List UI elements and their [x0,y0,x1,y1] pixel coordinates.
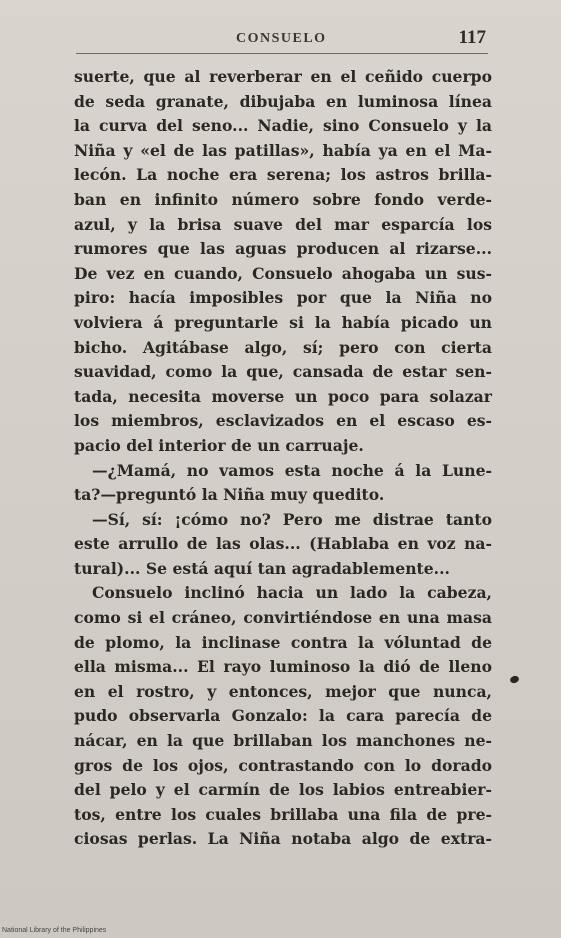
text-line: como si el cráneo, convirtiéndose en una masa [74,608,492,628]
ink-blot [509,675,520,685]
text-line: piro: hacía imposibles por que la Niña no [74,288,492,308]
text-line: tada, necesita moverse un poco para solazar [74,386,492,406]
body-text [74,65,492,852]
text-line: bicho. Agitábase algo, sí; pero con cierta [74,337,492,357]
text-line: de seda granate, dibujaba en luminosa línea [74,91,492,111]
header-rule [76,53,488,54]
text-line: suavidad, como la que, cansada de estar sen- [74,362,492,382]
library-watermark: National Library of the Philippines [2,927,107,934]
text-line: pacio del interior de un carruaje. [74,435,364,455]
text-line: —¿Mamá, no vamos esta noche á la Lune- [92,460,492,480]
page-number: 117 [458,27,486,48]
text-line: del pelo y el carmín de los labios entreabier- [74,780,492,800]
text-line: suerte, que al reverberar en el ceñido cuerpo [74,67,492,86]
text-line: —Sí, sí: ¡cómo no? Pero me distrae tanto [92,509,492,529]
running-title: CONSUELO [236,31,327,46]
text-line: volviera á preguntarle si la había picado un [74,312,492,332]
text-line: este arrullo de las olas... (Hablaba en voz na- [74,534,492,554]
text-line: ta?—preguntó la Niña muy quedito. [74,485,385,505]
text-line: tos, entre los cuales brillaba una fila de pre- [74,804,492,824]
text-line: de plomo, la inclinase contra la vóluntad de [74,632,492,652]
text-line: Consuelo inclinó hacia un lado la cabeza, [92,583,492,603]
text-line: gros de los ojos, contrastando con lo dorado [74,755,492,775]
text-line: los miembros, esclavizados en el escaso es- [74,411,492,431]
text-line: nácar, en la que brillaban los manchones ne- [74,731,492,751]
text-line: ella misma... El rayo luminoso la dió de lleno [74,657,492,677]
text-line: De vez en cuando, Consuelo ahogaba un sus- [74,263,492,283]
text-line: ban en infinito número sobre fondo verde- [74,189,492,209]
text-line: rumores que las aguas producen al rizarse... [74,239,492,259]
text-line: la curva del seno... Nadie, sino Consuelo y la [74,116,492,136]
text-line: Niña y «el de las patillas», había ya en el Ma- [74,140,492,160]
text-line: lecón. La noche era serena; los astros brilla- [74,165,492,185]
text-line: azul, y la brisa suave del mar esparcía los [74,214,492,234]
page-header [76,27,486,53]
text-line: pudo observarla Gonzalo: la cara parecía de [74,706,492,726]
text-line: en el rostro, y entonces, mejor que nunca, [74,681,492,701]
text-line: ciosas perlas. La Niña notaba algo de extra- [74,829,492,849]
text-line: tural)... Se está aquí tan agradablemente... [74,558,450,578]
